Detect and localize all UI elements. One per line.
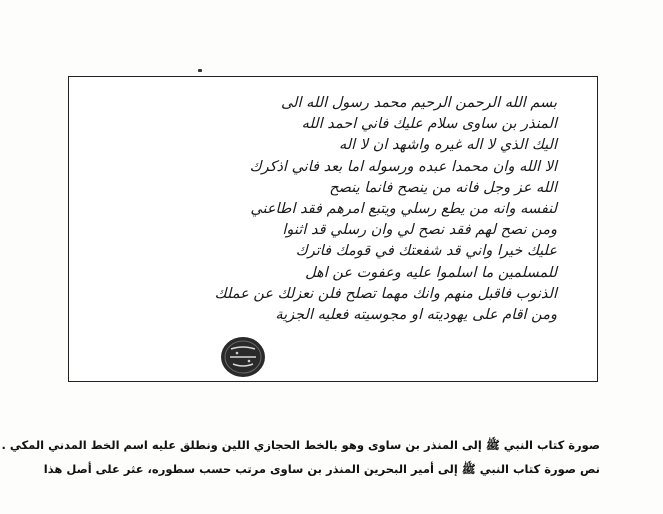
manuscript-line: الا الله وان محمدا عبده ورسوله اما بعد فاني اذكرك <box>249 158 557 175</box>
caption-line-1: صورة كتاب النبي ﷺ إلى المنذر بن ساوى وهو بالخط الحجازي اللين ونطلق عليه اسم الخط المدني المكي . <box>1 438 600 452</box>
manuscript-text <box>87 93 557 326</box>
manuscript-line: ومن نصح لهم فقد نصح لي وان رسلي قد اثنوا <box>282 222 557 239</box>
manuscript-line: الله عز وجل فانه من ينصح فانما ينصح <box>329 179 557 196</box>
manuscript-line: عليك خيرا واني قد شفعتك في قومك فاترك <box>295 243 557 260</box>
manuscript-line: للمسلمين ما اسلموا عليه وعفوت عن اهل <box>305 264 557 281</box>
manuscript-line: ومن اقام على يهوديته او مجوسيته فعليه الجزية <box>275 307 557 324</box>
manuscript-line: المنذر بن ساوى سلام عليك فاني احمد الله <box>301 116 557 133</box>
manuscript-frame <box>68 76 598 382</box>
ink-speck <box>198 69 202 72</box>
manuscript-line: الذنوب فاقبل منهم وانك مهما تصلح فلن نعزلك عن عملك <box>214 285 557 302</box>
caption-line-2: نص صورة كتاب النبي ﷺ إلى أمير البحرين المنذر بن ساوى مرتب حسب سطوره، عثر على أصل هذا <box>43 462 600 476</box>
seal-icon <box>219 335 267 379</box>
manuscript-line: اليك الذي لا اله غيره واشهد ان لا اله <box>338 137 557 154</box>
manuscript-line: لنفسه وانه من يطع رسلي ويتبع امرهم فقد اطاعني <box>250 201 557 218</box>
manuscript-line: بسم الله الرحمن الرحيم محمد رسول الله الى <box>280 95 557 111</box>
